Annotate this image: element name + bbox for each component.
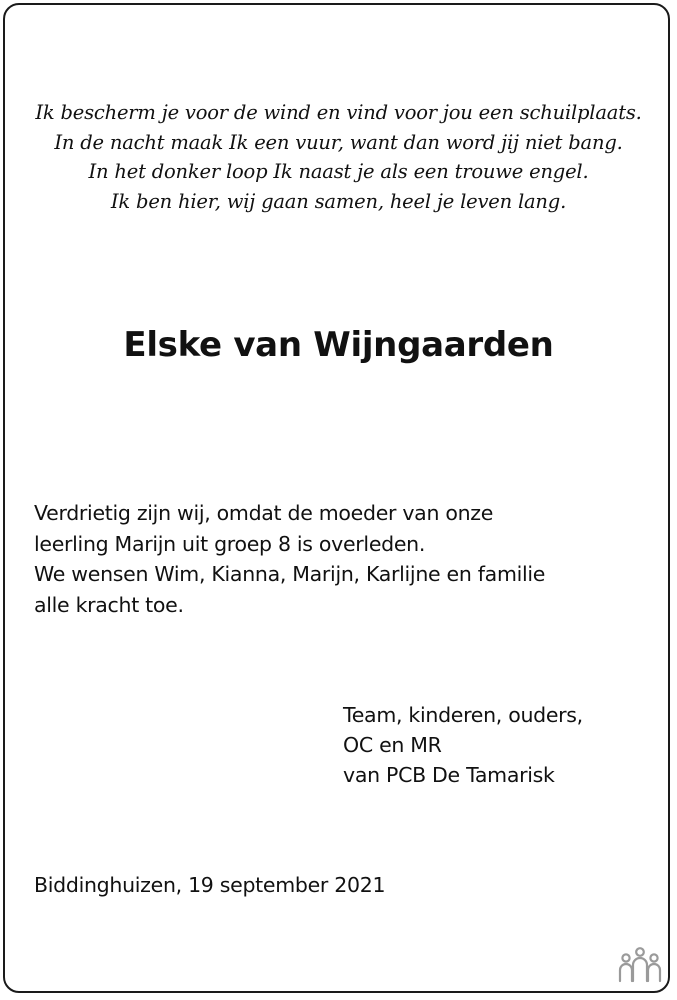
- poem: [0, 98, 677, 216]
- message-line: Verdrietig zijn wij, omdat de moeder van onze: [34, 501, 494, 525]
- deceased-name: Elske van Wijngaarden: [123, 325, 554, 365]
- condolence-message: [34, 498, 545, 620]
- signoff: [343, 700, 583, 790]
- message-line: alle kracht toe.: [34, 592, 184, 617]
- poem-line: In de nacht maak Ik een vuur, want dan word jij niet bang.: [54, 130, 623, 154]
- people-group-icon: [617, 945, 663, 985]
- signoff-line: OC en MR: [343, 733, 442, 757]
- poem-line: Ik ben hier, wij gaan samen, heel je leven lang.: [110, 189, 567, 213]
- message-line: We wensen Wim, Kianna, Marijn, Karlijne en familie: [34, 562, 546, 586]
- place-date: Biddinghuizen, 19 september 2021: [34, 873, 386, 897]
- poem-line: In het donker loop Ik naast je als een trouwe engel.: [88, 160, 589, 183]
- poem-line: Ik bescherm je voor de wind en vind voor jou een schuilplaats.: [35, 101, 642, 124]
- signoff-line: Team, kinderen, ouders,: [343, 703, 583, 727]
- message-line: leerling Marijn uit groep 8 is overleden.: [34, 531, 426, 556]
- signoff-line: van PCB De Tamarisk: [343, 763, 555, 787]
